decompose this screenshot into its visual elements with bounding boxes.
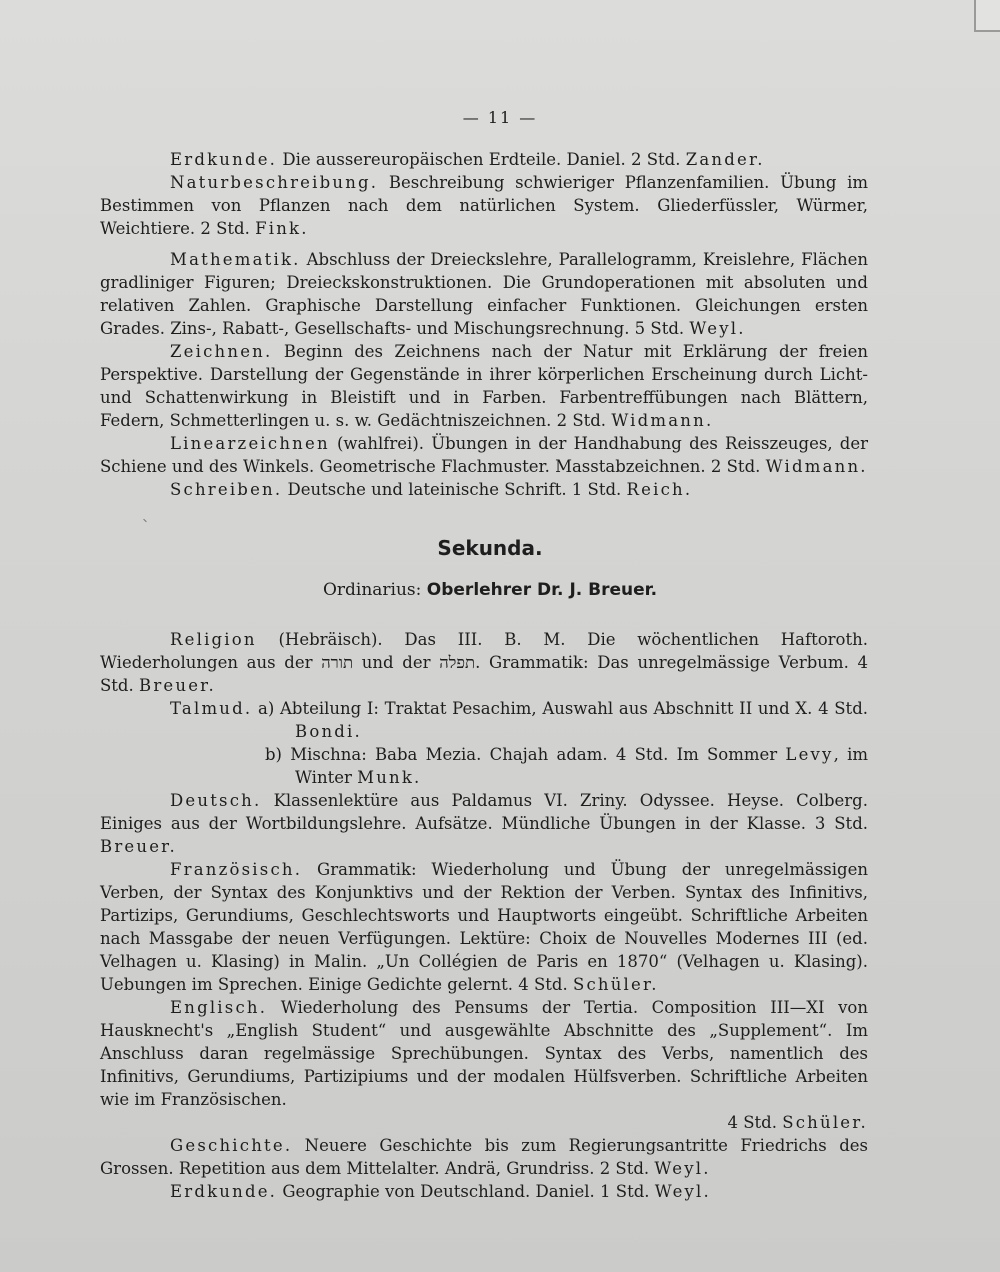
page-number: — 11 — bbox=[462, 108, 538, 127]
teacher-name: Breuer. bbox=[100, 837, 177, 856]
englisch-hours-line bbox=[100, 1111, 868, 1134]
paragraph-text: Beginn des Zeichnens nach der Natur mit Erklärung der freien Perspektive. Darstellung der Gegenstände in ihrer körperlichen Erscheinung durch Licht- und Schattenwirkung in Bleistift und in Farben. Farbentreffübungen nach Blättern, Federn, Schmetterlingen u. s. w. Gedächtniszeichnen. 2 Std. bbox=[100, 342, 868, 430]
teacher-name: Widmann. bbox=[765, 457, 868, 476]
paragraph-franzoesisch bbox=[100, 858, 868, 996]
teacher-name: Reich. bbox=[626, 480, 693, 499]
subject-label: Erdkunde. bbox=[170, 1182, 278, 1201]
paragraph-text: Wiederholung des Pensums der Tertia. Composition III—XI von Hausknecht's „English Student“ und ausgewählte Abschnitte des „Supplement“. Im Anschluss daran regelmässige Sprechübungen. Syntax des Verbs, namentlich des Infinitivs, Gerundiums, Partizipiums und der modalen Hülfsverben. Schriftliche Arbeiten wie im Französischen. bbox=[100, 998, 868, 1109]
sekunda-section bbox=[100, 628, 868, 1203]
stray-mark bbox=[143, 519, 147, 523]
paragraph-text: 4 Std. bbox=[727, 1113, 783, 1132]
subject-label: Mathematik. bbox=[170, 250, 301, 269]
teacher-name: Schüler. bbox=[782, 1113, 868, 1132]
teacher-name: Bondi. bbox=[295, 722, 362, 741]
paragraph-erdkunde bbox=[100, 148, 868, 171]
teacher-name: Munk. bbox=[357, 768, 422, 787]
paragraph-religion bbox=[100, 628, 868, 697]
paragraph-text: Beschreibung schwieriger Pflanzenfamilien. Übung im Bestimmen von Pflanzen nach dem natürlichen System. Gliederfüssler, Würmer, Weichtiere. 2 Std. bbox=[100, 173, 868, 238]
paragraph-linearzeichnen bbox=[100, 432, 868, 478]
paragraph-zeichnen bbox=[100, 340, 868, 432]
subject-label: Schreiben. bbox=[170, 480, 283, 499]
teacher-name: Fink. bbox=[255, 219, 309, 238]
subject-label: Linearzeichnen bbox=[170, 434, 330, 453]
teacher-name: Weyl. bbox=[654, 1159, 711, 1178]
subject-label: Französisch. bbox=[170, 860, 303, 879]
paragraph-text: , im Winter bbox=[295, 745, 868, 787]
section-heading: Sekunda. bbox=[437, 536, 543, 560]
subject-label: Erdkunde. bbox=[170, 150, 278, 169]
paragraph-text: Die aussereuropäischen Erdteile. Daniel. 2 Std. bbox=[277, 150, 686, 169]
paragraph-erdkunde-sekunda bbox=[100, 1180, 868, 1203]
subject-label: Deutsch. bbox=[170, 791, 262, 810]
paragraph-text: Deutsche und lateinische Schrift. 1 Std. bbox=[282, 480, 627, 499]
ordinarius-name: Oberlehrer Dr. J. Breuer. bbox=[426, 580, 658, 600]
subject-label: Englisch. bbox=[170, 998, 268, 1017]
teacher-name: Levy bbox=[785, 745, 834, 764]
paragraph-text: Neuere Geschichte bis zum Regierungsantritte Friedrichs des Grossen. Repetition aus dem Mittelalter. Andrä, Grundriss. 2 Std. bbox=[100, 1136, 868, 1178]
ordinarius-label: Ordinarius: bbox=[322, 580, 422, 600]
paragraph-naturbeschreibung bbox=[100, 171, 868, 240]
subject-label: Geschichte. bbox=[170, 1136, 293, 1155]
teacher-name: Breuer. bbox=[139, 676, 216, 695]
tertia-section bbox=[100, 148, 868, 501]
paragraph-text: (wahlfrei). Übungen in der Handhabung des Reisszeuges, der Schiene und des Winkels. Geometrische Flachmuster. Masstabzeichnen. 2 Std. bbox=[100, 434, 868, 476]
paragraph-englisch bbox=[100, 996, 868, 1111]
ordinarius-line bbox=[0, 580, 980, 600]
paragraph-text: Grammatik: Wiederholung und Übung der unregelmässigen Verben, der Syntax des Konjunktivs und der Rektion der Verben. Syntax des Infinitivs, Partizips, Gerundiums, Geschlechtsworts und Hauptworts eingeübt. Schriftliche Arbeiten nach Massgabe der neuen Verfügungen. Lektüre: Choix de Nouvelles Modernes III (ed. Velhagen u. Klasing) in Malin. „Un Collégien de Paris en 1870“ (Velhagen u. Klasing). Uebungen im Sprechen. Einige Gedichte gelernt. 4 Std. bbox=[100, 860, 868, 994]
teacher-name: Schüler. bbox=[572, 975, 659, 994]
paragraph-text: Geographie von Deutschland. Daniel. 1 Std. bbox=[277, 1182, 655, 1201]
paragraph-text: b) Mischna: Baba Mezia. Chajah adam. 4 Std. Im Sommer bbox=[265, 745, 786, 764]
teacher-name: Widmann. bbox=[611, 411, 714, 430]
paragraph-deutsch bbox=[100, 789, 868, 858]
paragraph-text: Klassenlektüre aus Paldamus VI. Zriny. Odyssee. Heyse. Colberg. Einiges aus der Wortbildungslehre. Aufsätze. Mündliche Übungen in der Klasse. 3 Std. bbox=[100, 791, 868, 833]
paragraph-text: (Hebräisch). Das III. B. M. Die wöchentlichen Haftoroth. Wiederholungen aus der תורה und der תפלה. Grammatik: Das unregelmässige Verbum. 4 Std. bbox=[100, 630, 868, 695]
paragraph-mathematik bbox=[100, 248, 868, 340]
paragraph-schreiben bbox=[100, 478, 868, 501]
teacher-name: Weyl. bbox=[654, 1182, 711, 1201]
subject-label: Talmud. bbox=[170, 699, 253, 718]
paragraph-geschichte bbox=[100, 1134, 868, 1180]
subject-label: Zeichnen. bbox=[170, 342, 273, 361]
teacher-name: Weyl. bbox=[689, 319, 746, 338]
page-edge bbox=[974, 0, 1000, 32]
subject-label: Naturbeschreibung. bbox=[170, 173, 379, 192]
paragraph-text: a) Abteilung I: Traktat Pesachim, Auswahl aus Abschnitt II und X. 4 Std. bbox=[252, 699, 868, 718]
paragraph-talmud-b bbox=[100, 743, 868, 789]
paragraph-text: Abschluss der Dreieckslehre, Parallelogramm, Kreislehre, Flächen gradliniger Figuren; Dreieckskonstruktionen. Die Grundoperationen mit absoluten und relativen Zahlen. Graphische Darstellung einfacher Funktionen. Gleichungen ersten Grades. Zins-, Rabatt-, Gesellschafts- und Mischungsrechnung. 5 Std. bbox=[100, 250, 868, 338]
teacher-name: Zander. bbox=[685, 150, 765, 169]
paragraph-talmud-a bbox=[100, 697, 868, 743]
subject-label: Religion bbox=[170, 630, 257, 649]
